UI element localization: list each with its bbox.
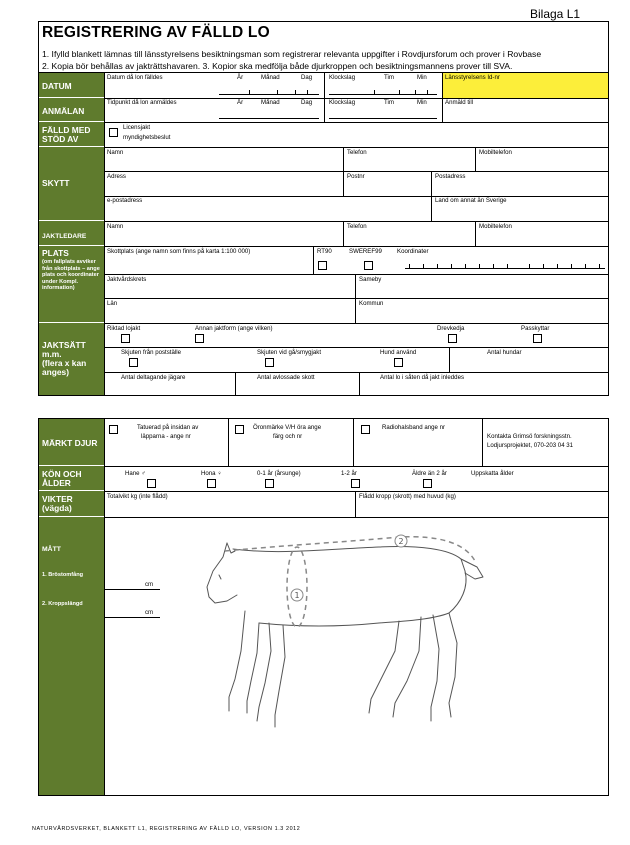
- alder-0-1-checkbox[interactable]: [265, 479, 274, 488]
- label-anmalan: ANMÄLAN: [39, 98, 104, 122]
- label-kon-och-alder: KÖN OCH ÅLDER: [39, 466, 104, 491]
- rt90-checkbox[interactable]: [318, 261, 327, 270]
- form-title: REGISTRERING AV FÄLLD LO: [42, 24, 270, 41]
- marker-1: 1: [294, 591, 300, 600]
- kontakta-text-1: Kontakta Grimsö forskningsstn.: [487, 433, 572, 440]
- label-plats: PLATS (om fallplats avviker från skottplats – ange plats och koordinater under Kompl. information): [39, 246, 104, 323]
- skjuten-smygjakt-checkbox[interactable]: [265, 358, 274, 367]
- registration-section: DATUM ANMÄLAN FÄLLD MED STÖD AV SKYTT JAKTLEDARE PLATS (om fallplats avviker från skottplats – ange plats och koordinater under Kompl. information) JAKTSÄTT m.m. (flera x kan anges) Datum då lon fälldes År Månad Dag Klockslag Tim Min Länsstyrelsens Id-nr Tidpunkt då lon anmäldes År Månad Dag Klockslag Tim Min Anmäld till Licensjakt myndighetsbeslut Namn Telefon Mobiltelefon Adress Postnr Postadress e-postadress Land om annat än Sverige Namn Telefon Mobiltelefon Skottplats (ange namn som finns på karta 1:100 000) RT90 SWEREF99 Koordinater Jaktvårdskrets Sameby Län Kommun Riktad lojakt Annan jaktform (ange vilken) Drevkedja Passkyttar Skjuten från postställe Skjuten vid gå/smygjakt Hund använd Antal hundar Antal deltagande jägare Antal avlossade skott Antal lo i såten då jakt inleddes: [38, 72, 609, 396]
- sweref99-checkbox[interactable]: [364, 261, 373, 270]
- drevkedja-checkbox[interactable]: [448, 334, 457, 343]
- label-skytt: SKYTT: [39, 147, 104, 221]
- brostomfang-cm: cm: [145, 581, 154, 588]
- kontakta-text-2: Lodjursprojektet, 070-203 04 31: [487, 442, 574, 449]
- label-matt: MÅTT 1. Bröstomfång 2. Kroppslängd: [39, 517, 104, 796]
- datum-falld-label: Datum då lon fälldes: [107, 74, 163, 81]
- alder-1-2-checkbox[interactable]: [351, 479, 360, 488]
- passkyttar-checkbox[interactable]: [533, 334, 542, 343]
- label-jaktsatt: JAKTSÄTT m.m. (flera x kan anges): [39, 323, 104, 396]
- skytt-namn-label: Namn: [107, 149, 124, 156]
- animal-details-section: MÄRKT DJUR KÖN OCH ÅLDER VIKTER (vägda) MÅTT 1. Bröstomfång 2. Kroppslängd Tatuerad på insidan av läpparna - ange nr Öronmärke V/H öra ange färg och nr Radiohalsband ange nr Kontakta Grimsö forskningsstn. Lodjursprojektet, 070-203 04 31 Hane ♂ Hona ♀ 0-1 år (årsunge) 1-2 år Äldre än 2 år Uppskatta ålder Totalvikt kg (inte flådd) Flådd kropp (skrott) med huvud (kg) cm cm 2 1: [38, 418, 609, 796]
- hona-checkbox[interactable]: [207, 479, 216, 488]
- label-falld-med-stod-av: FÄLLD MED STÖD AV: [39, 122, 104, 147]
- oronmarke-checkbox[interactable]: [235, 425, 244, 434]
- annan-jaktform-checkbox[interactable]: [195, 334, 204, 343]
- form-header: [38, 21, 609, 73]
- riktad-lojakt-checkbox[interactable]: [121, 334, 130, 343]
- label-markt-djur: MÄRKT DJUR: [39, 419, 104, 466]
- label-jaktledare: JAKTLEDARE: [39, 221, 104, 246]
- footer: NATURVÅRDSVERKET, BLANKETT L1, REGISTRERING AV FÄLLD LO, VERSION 1.3 2012: [32, 826, 301, 832]
- instruction-2: 2. Kopia bör behållas av jakträttshavaren. 3. Kopior ska medfölja både djurkroppen och besiktningsmannens prover till SVA.: [42, 61, 513, 71]
- label-vikter: VIKTER (vägda): [39, 491, 104, 517]
- kroppslangd-cm: cm: [145, 609, 154, 616]
- hane-checkbox[interactable]: [147, 479, 156, 488]
- lynx-measurement-illustration: [199, 531, 499, 741]
- attachment-label: Bilaga L1: [530, 7, 581, 21]
- skjuten-poststalle-checkbox[interactable]: [129, 358, 138, 367]
- aldre-an-2-checkbox[interactable]: [423, 479, 432, 488]
- hund-anvand-checkbox[interactable]: [394, 358, 403, 367]
- licensjakt-checkbox[interactable]: [109, 128, 118, 137]
- radiohalsband-checkbox[interactable]: [361, 425, 370, 434]
- label-datum: DATUM: [39, 73, 104, 98]
- marker-2: 2: [398, 537, 404, 546]
- instruction-1: 1. Ifylld blankett lämnas till länsstyrelsens besiktningsman som registrerar relevanta uppgifter i Rovdjursforum och prover i Rovbase: [42, 49, 542, 59]
- tatuerad-checkbox[interactable]: [109, 425, 118, 434]
